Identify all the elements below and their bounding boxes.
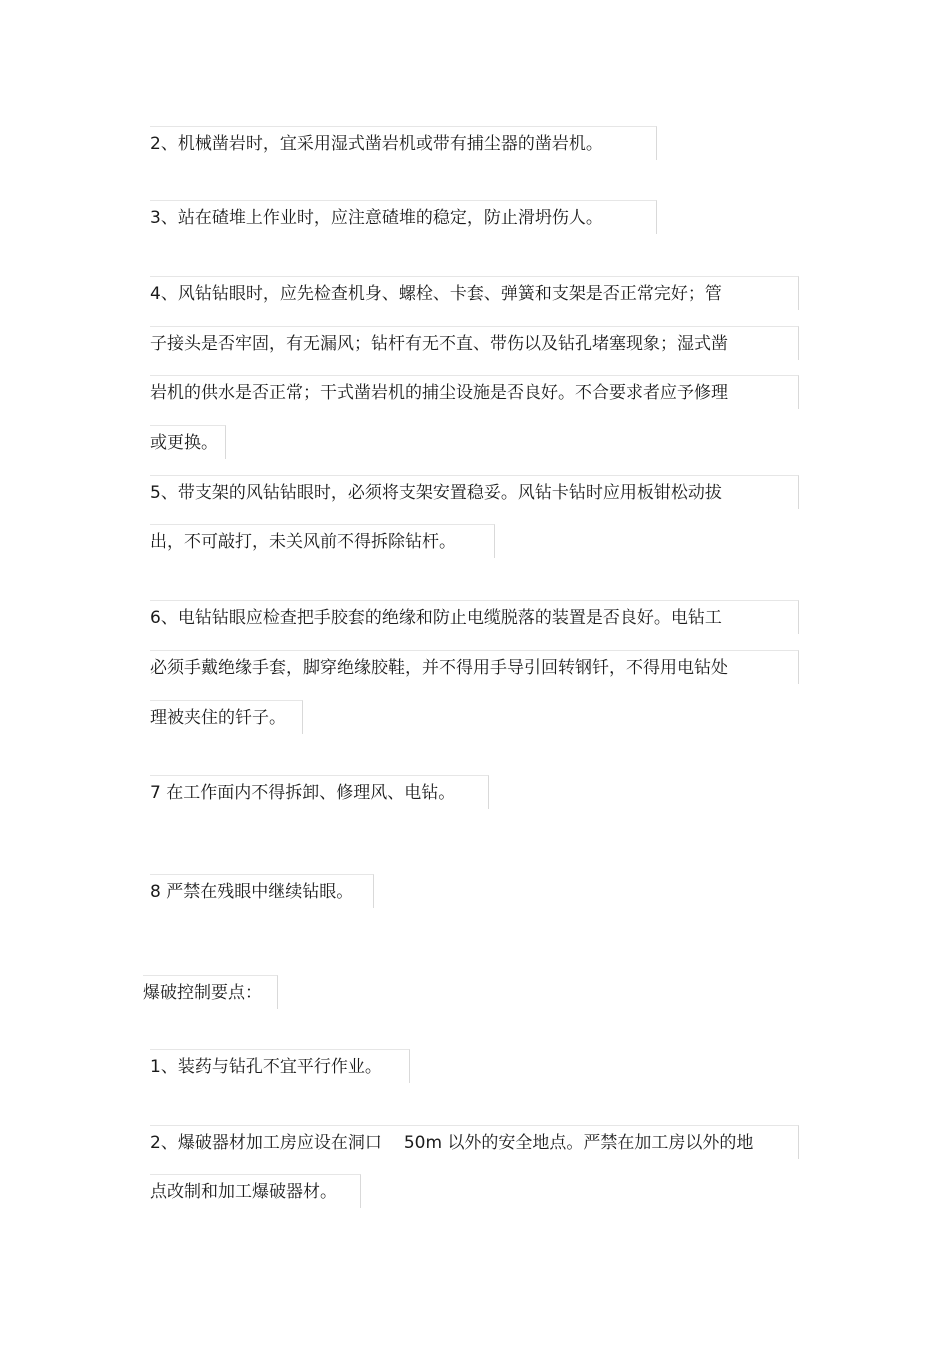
section-heading: 爆破控制要点： [143,975,278,1009]
paragraph-line: 子接头是否牢固，有无漏风；钻杆有无不直、带伤以及钻孔堵塞现象；湿式凿 [150,326,799,360]
item2-text-start: 2、爆破器材加工房应设在洞口 [150,1133,382,1153]
paragraph-line: 必须手戴绝缘手套，脚穿绝缘胶鞋，并不得用手导引回转钢钎，不得用电钻处 [150,650,799,684]
paragraph-line: 岩机的供水是否正常；干式凿岩机的捕尘设施是否良好。不合要求者应予修理 [150,375,799,409]
distance-value: 50m [403,1133,443,1153]
paragraph-line: 2、机械凿岩时，宜采用湿式凿岩机或带有捕尘器的凿岩机。 [150,126,657,160]
paragraph-line: 3、站在碴堆上作业时，应注意碴堆的稳定，防止滑坍伤人。 [150,200,657,234]
paragraph-line: 5、带支架的风钻钻眼时，必须将支架安置稳妥。风钻卡钻时应用板钳松动拔 [150,475,799,509]
paragraph-line: 或更换。 [150,425,226,459]
paragraph-line: 理被夹住的钎子。 [150,700,303,734]
paragraph-line: 点改制和加工爆破器材。 [150,1174,361,1208]
paragraph-line: 出，不可敲打，未关风前不得拆除钻杆。 [150,524,495,558]
paragraph-line: 8 严禁在残眼中继续钻眼。 [150,874,374,908]
paragraph-line: 6、电钻钻眼应检查把手胶套的绝缘和防止电缆脱落的装置是否良好。电钻工 [150,600,799,634]
paragraph-line: 7 在工作面内不得拆卸、修理风、电钻。 [150,775,489,809]
paragraph-line: 4、风钻钻眼时，应先检查机身、螺栓、卡套、弹簧和支架是否正常完好；管 [150,276,799,310]
paragraph-line [150,1125,799,1159]
item2-text-end: 以外的安全地点。严禁在加工房以外的地 [447,1133,754,1153]
paragraph-line: 1、装药与钻孔不宜平行作业。 [150,1049,410,1083]
